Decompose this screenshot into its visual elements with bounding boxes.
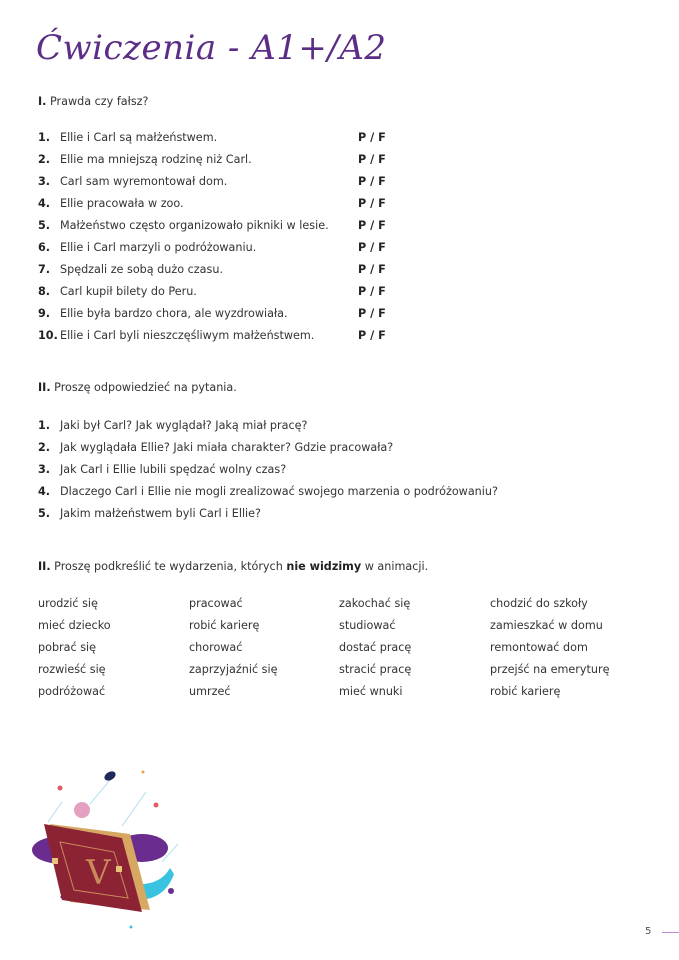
dot [168,888,174,894]
dot [142,771,145,774]
motion-line [90,780,110,804]
item-statement: Ellie i Carl są małżeństwem. [60,131,218,144]
item-statement: Carl sam wyremontował dom. [60,175,228,188]
item-number: 10. [38,329,58,342]
section-3-title-after: w animacji. [364,560,429,573]
dot [130,926,133,929]
section-1-prefix: I. [38,95,47,108]
book-letter: V [86,853,111,893]
item-number: 4. [38,197,51,210]
question-number: 2. [38,441,51,454]
event-word[interactable]: dostać pracę [339,641,412,654]
event-word[interactable]: chodzić do szkoły [490,597,588,610]
question-number: 4. [38,485,51,498]
item-number: 7. [38,263,51,276]
hand [116,866,122,872]
true-false-choice[interactable]: P / F [358,153,386,166]
item-number: 2. [38,153,51,166]
true-false-choice[interactable]: P / F [358,197,386,210]
question-number: 5. [38,507,51,520]
item-number: 6. [38,241,51,254]
item-statement: Ellie ma mniejszą rodzinę niż Carl. [60,153,252,166]
hand [52,858,58,864]
event-word[interactable]: umrzeć [189,685,231,698]
page-accent-line [662,932,679,933]
section-3-title-before: Proszę podkreślić te wydarzenia, których [54,560,283,573]
section-2-prefix: II. [38,381,51,394]
book-illustration [22,762,192,932]
event-word[interactable]: robić karierę [490,685,561,698]
event-word[interactable]: zamieszkać w domu [490,619,603,632]
section-1-title: Prawda czy fałsz? [49,95,149,108]
true-false-choice[interactable]: P / F [358,241,386,254]
true-false-choice[interactable]: P / F [358,175,386,188]
event-word[interactable]: remontować dom [490,641,588,654]
event-word[interactable]: pracować [189,597,243,610]
question-text: Jaki był Carl? Jak wyglądał? Jaką miał pracę? [60,419,308,432]
motion-line [122,792,146,826]
section-1-heading [38,95,148,108]
true-false-choice[interactable]: P / F [358,285,386,298]
event-word[interactable]: zaprzyjaźnić się [189,663,278,676]
dot [154,803,159,808]
item-statement: Carl kupił bilety do Peru. [60,285,197,298]
question-number: 1. [38,419,51,432]
question-text: Jak Carl i Ellie lubili spędzać wolny czas? [60,463,287,476]
event-word[interactable]: stracić pracę [339,663,412,676]
question-text: Jak wyglądała Ellie? Jaki miała charakter? Gdzie pracowała? [60,441,394,454]
item-number: 3. [38,175,51,188]
item-statement: Ellie i Carl byli nieszczęśliwym małżeństwem. [60,329,315,342]
item-number: 8. [38,285,51,298]
event-word[interactable]: przejść na emeryturę [490,663,610,676]
event-word[interactable]: rozwieść się [38,663,106,676]
item-statement: Spędzali ze sobą dużo czasu. [60,263,224,276]
item-number: 1. [38,131,51,144]
page-title: Ćwiczenia - A1+/A2 [36,28,387,68]
section-3-heading [38,560,428,573]
event-word[interactable]: mieć wnuki [339,685,403,698]
question-text: Dlaczego Carl i Ellie nie mogli zrealizować swojego marzenia o podróżowaniu? [60,485,498,498]
head [74,802,90,818]
section-3-title-bold: nie widzimy [286,560,362,573]
item-statement: Ellie była bardzo chora, ale wyzdrowiała. [60,307,288,320]
event-word[interactable]: pobrać się [38,641,97,654]
true-false-choice[interactable]: P / F [358,263,386,276]
event-word[interactable]: mieć dziecko [38,619,111,632]
section-2-heading [38,381,237,394]
true-false-choice[interactable]: P / F [358,329,386,342]
event-word[interactable]: urodzić się [38,597,98,610]
true-false-choice[interactable]: P / F [358,307,386,320]
event-word[interactable]: robić karierę [189,619,260,632]
event-word[interactable]: podróżować [38,685,106,698]
event-word[interactable]: studiować [339,619,396,632]
item-statement: Ellie pracowała w zoo. [60,197,184,210]
event-word[interactable]: chorować [189,641,243,654]
true-false-choice[interactable]: P / F [358,131,386,144]
item-statement: Ellie i Carl marzyli o podróżowaniu. [60,241,257,254]
item-number: 9. [38,307,51,320]
item-number: 5. [38,219,51,232]
dot [58,786,63,791]
event-word[interactable]: zakochać się [339,597,411,610]
true-false-choice[interactable]: P / F [358,219,386,232]
question-number: 3. [38,463,51,476]
section-3-prefix: II. [38,560,51,573]
page-number: 5 [645,926,652,937]
section-2-title: Proszę odpowiedzieć na pytania. [54,381,237,394]
motion-line [48,802,62,822]
question-text: Jakim małżeństwem byli Carl i Ellie? [60,507,261,520]
item-statement: Małżeństwo często organizowało pikniki w lesie. [60,219,329,232]
